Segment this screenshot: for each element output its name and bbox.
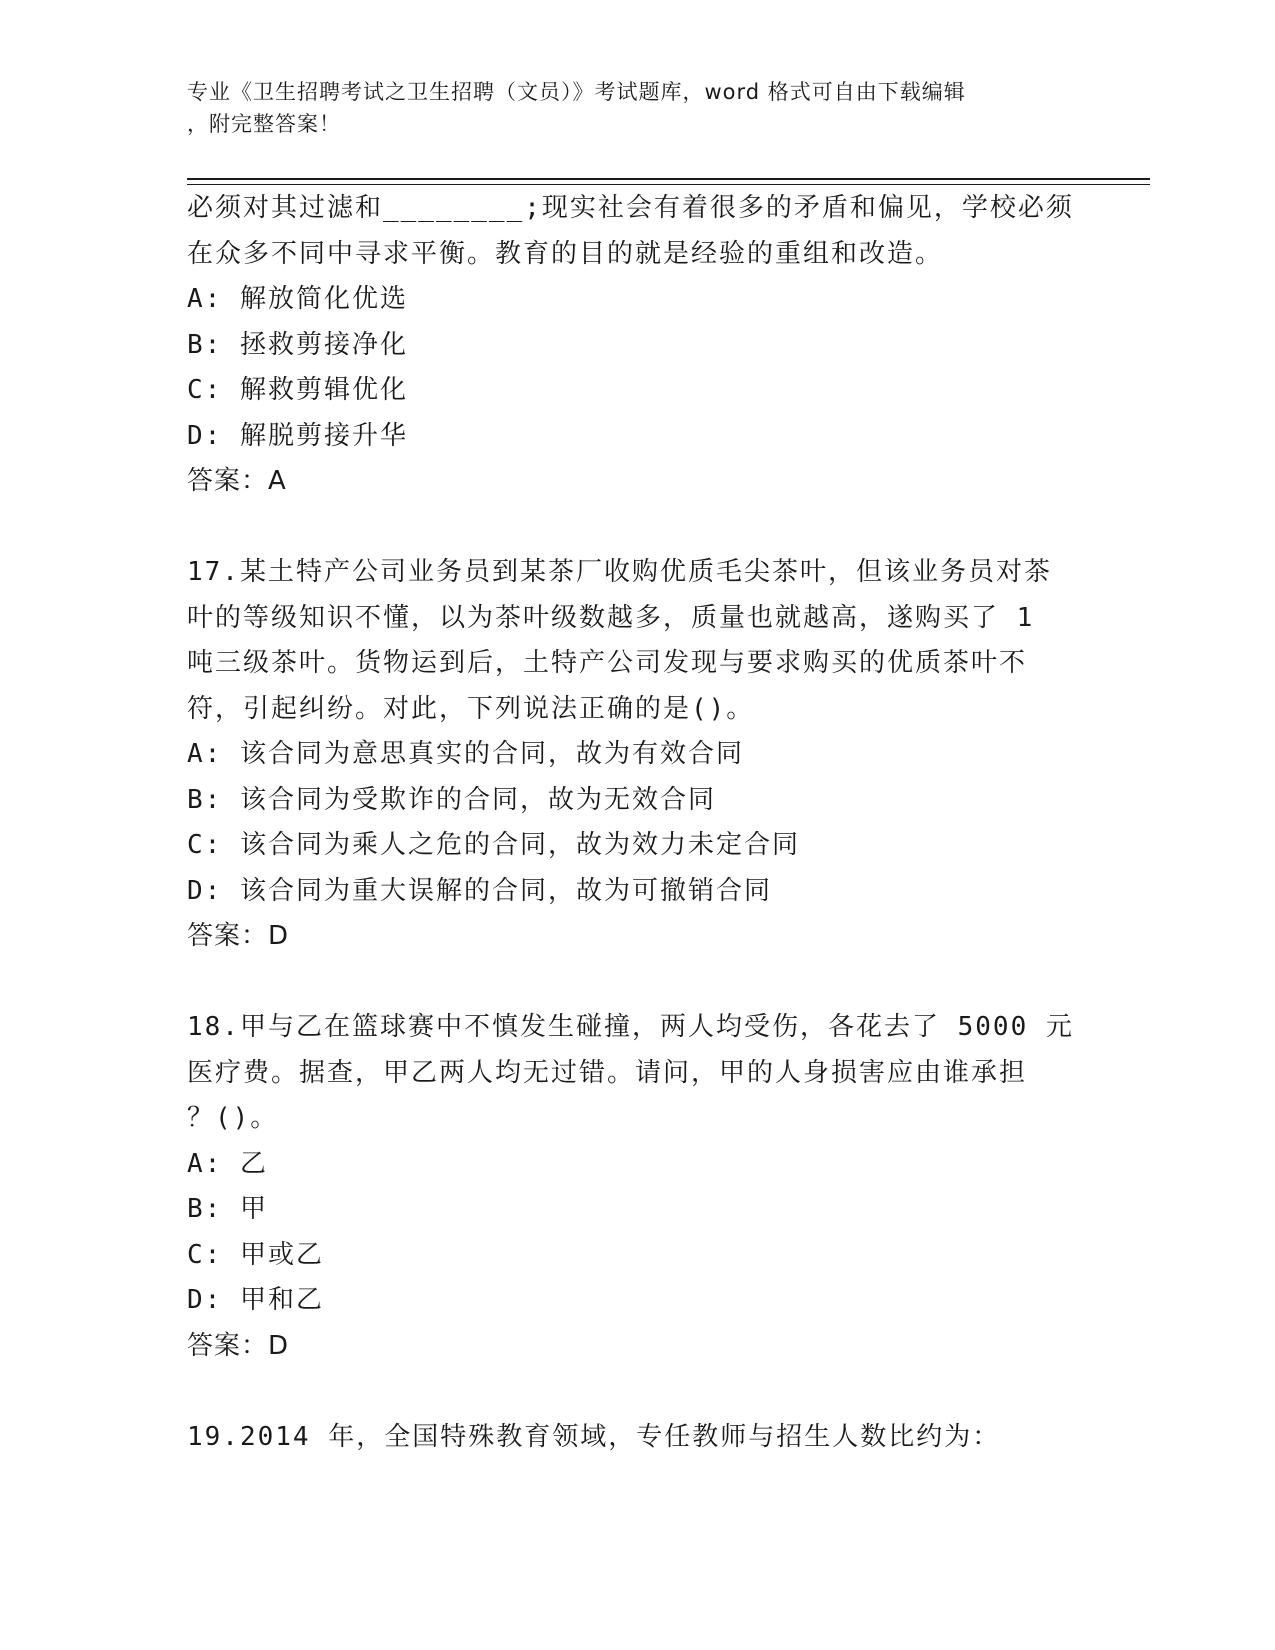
spacer — [187, 960, 1087, 1006]
question-19 — [187, 1415, 1087, 1461]
header-divider-thin — [187, 184, 1150, 185]
question-17 — [187, 550, 1087, 960]
question-text-line: 在众多不同中寻求平衡。教育的目的就是经验的重组和改造。 — [187, 238, 944, 269]
header-line-2: ，附完整答案！ — [187, 112, 341, 136]
question-text-line: 医疗费。据查，甲乙两人均无过错。请问，甲的人身损害应由谁承担 — [187, 1057, 1028, 1088]
option-c: C: 解救剪辑优化 — [187, 375, 408, 405]
answer-label: 答案：A — [187, 466, 287, 496]
option-d: D: 解脱剪接升华 — [187, 420, 408, 451]
option-b: B: 甲 — [187, 1194, 268, 1224]
question-text-line: 19.2014 年，全国特殊教育领域，专任教师与招生人数比约为： — [187, 1421, 1001, 1452]
question-text-line: 吨三级茶叶。货物运到后，土特产公司发现与要求购买的优质茶叶不 — [187, 648, 1028, 678]
header-line-1: 专业《卫生招聘考试之卫生招聘（文员）》考试题库，word 格式可自由下载编辑 — [187, 80, 966, 104]
answer-label: 答案：D — [187, 921, 290, 951]
option-d: D: 该合同为重大误解的合同，故为可撤销合同 — [187, 875, 772, 906]
question-text-line: 17.某土特产公司业务员到某茶厂收购优质毛尖茶叶，但该业务员对茶 — [187, 557, 1052, 587]
option-a: A: 解放简化优选 — [187, 284, 408, 314]
question-16-continued — [187, 186, 1087, 505]
question-text-line: 叶的等级知识不懂，以为茶叶级数越多，质量也就越高，遂购买了 1 — [187, 602, 1035, 633]
option-a: A: 乙 — [187, 1148, 268, 1179]
question-text-line: 18.甲与乙在篮球赛中不慎发生碰撞，两人均受伤，各花去了 5000 元 — [187, 1012, 1074, 1042]
question-text-line: 符，引起纠纷。对此，下列说法正确的是()。 — [187, 693, 755, 724]
option-c: C: 该合同为乘人之危的合同，故为效力未定合同 — [187, 830, 800, 860]
document-header — [187, 76, 1067, 140]
spacer — [187, 505, 1087, 551]
option-c: C: 甲或乙 — [187, 1239, 324, 1270]
question-text-line: ？()。 — [187, 1103, 279, 1133]
spacer — [187, 1369, 1087, 1415]
question-18 — [187, 1005, 1087, 1369]
option-b: B: 该合同为受欺诈的合同，故为无效合同 — [187, 784, 716, 815]
option-b: B: 拯救剪接净化 — [187, 329, 408, 360]
question-text-line: 必须对其过滤和________;现实社会有着很多的矛盾和偏见，学校必须 — [187, 193, 1074, 223]
option-a: A: 该合同为意思真实的合同，故为有效合同 — [187, 739, 744, 769]
document-body — [187, 186, 1087, 1460]
answer-label: 答案：D — [187, 1330, 290, 1361]
header-divider-thick — [187, 178, 1150, 180]
option-d: D: 甲和乙 — [187, 1285, 324, 1315]
